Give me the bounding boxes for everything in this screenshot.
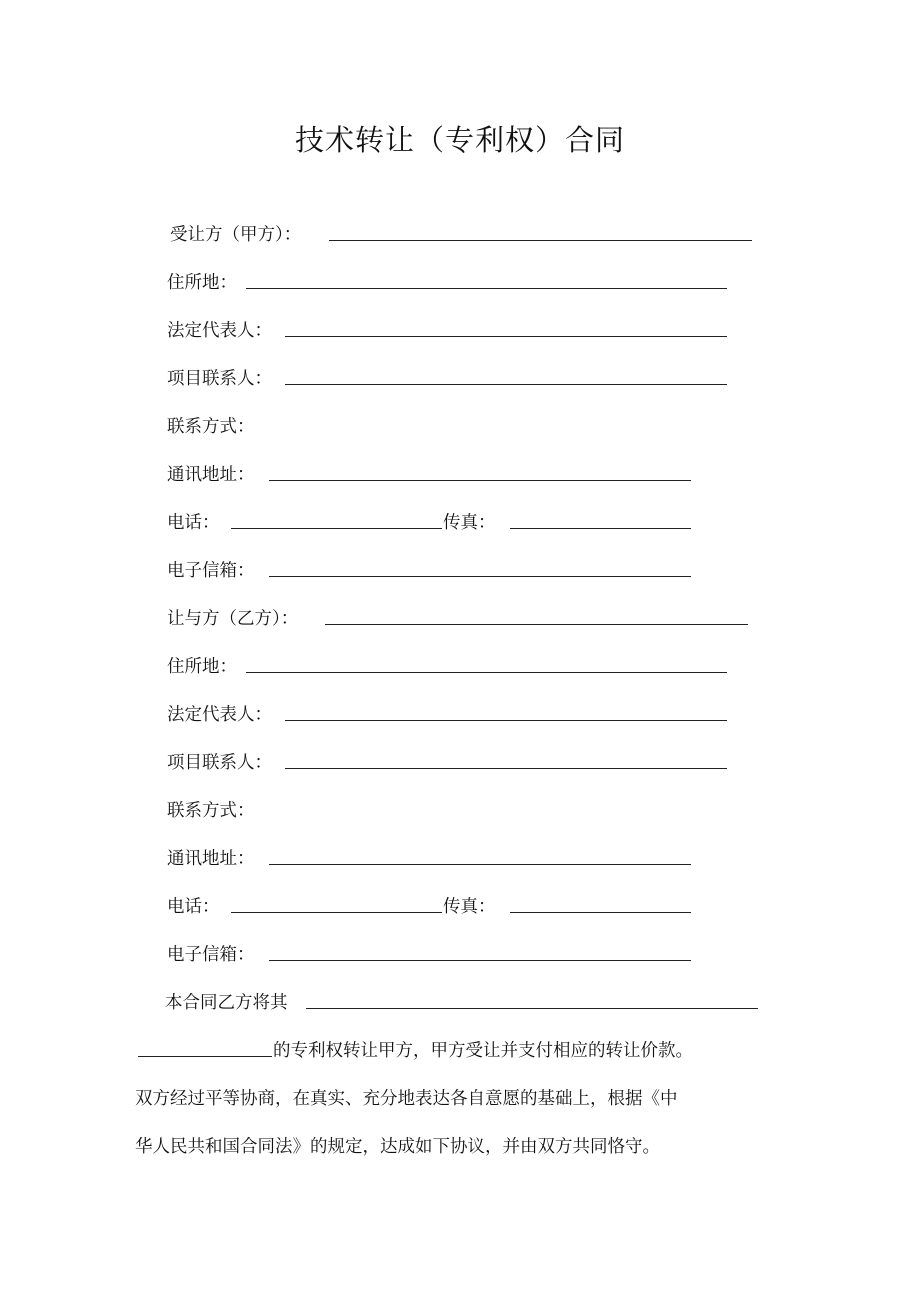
- party-a-name-blank[interactable]: [329, 240, 752, 241]
- party-b-email-blank[interactable]: [269, 960, 691, 961]
- party-b-fax-label: 传真：: [443, 897, 496, 917]
- party-a-phone-blank[interactable]: [231, 528, 442, 529]
- party-a-email-label: 电子信箱：: [167, 561, 255, 581]
- party-b-mail-address-label: 通讯地址：: [167, 849, 255, 869]
- party-b-contact-person-label: 项目联系人：: [167, 753, 272, 773]
- party-a-contact-person-blank[interactable]: [285, 384, 727, 385]
- party-b-fax-blank[interactable]: [510, 912, 691, 913]
- preamble-line-3: 双方经过平等协商，在真实、充分地表达各自意愿的基础上，根据《中: [135, 1089, 678, 1109]
- party-b-mail-address-blank[interactable]: [269, 864, 691, 865]
- party-a-mail-address-label: 通讯地址：: [167, 465, 255, 485]
- party-b-address-label: 住所地：: [167, 657, 237, 677]
- patent-name-blank-continued[interactable]: [138, 1056, 272, 1057]
- party-a-legal-rep-blank[interactable]: [285, 336, 727, 337]
- preamble-line-4: 华人民共和国合同法》的规定，达成如下协议，并由双方共同恪守。: [135, 1137, 660, 1157]
- party-a-legal-rep-label: 法定代表人：: [167, 321, 272, 341]
- party-a-address-label: 住所地：: [167, 273, 237, 293]
- preamble-line-2: 的专利权转让甲方，甲方受让并支付相应的转让价款。: [273, 1041, 693, 1061]
- party-a-contact-method-label: 联系方式：: [167, 417, 255, 437]
- party-a-fax-label: 传真：: [443, 513, 496, 533]
- party-b-address-blank[interactable]: [246, 672, 727, 673]
- party-b-phone-label: 电话：: [167, 897, 220, 917]
- party-a-mail-address-blank[interactable]: [269, 480, 691, 481]
- party-b-heading: 让与方（乙方）：: [167, 609, 299, 629]
- party-a-fax-blank[interactable]: [510, 528, 691, 529]
- preamble-line-1-text: 本合同乙方将其: [165, 993, 288, 1013]
- party-b-email-label: 电子信箱：: [167, 945, 255, 965]
- party-b-contact-method-label: 联系方式：: [167, 801, 255, 821]
- document-title: 技术转让（专利权）合同: [294, 123, 625, 157]
- party-b-name-blank[interactable]: [325, 624, 748, 625]
- patent-name-blank[interactable]: [306, 1008, 758, 1009]
- party-b-legal-rep-blank[interactable]: [285, 720, 727, 721]
- party-b-phone-blank[interactable]: [231, 912, 442, 913]
- party-a-contact-person-label: 项目联系人：: [167, 369, 272, 389]
- party-a-heading: 受让方（甲方）：: [170, 225, 302, 245]
- party-b-legal-rep-label: 法定代表人：: [167, 705, 272, 725]
- party-a-phone-label: 电话：: [167, 513, 220, 533]
- party-a-address-blank[interactable]: [246, 288, 727, 289]
- party-b-contact-person-blank[interactable]: [285, 768, 727, 769]
- party-a-email-blank[interactable]: [269, 576, 691, 577]
